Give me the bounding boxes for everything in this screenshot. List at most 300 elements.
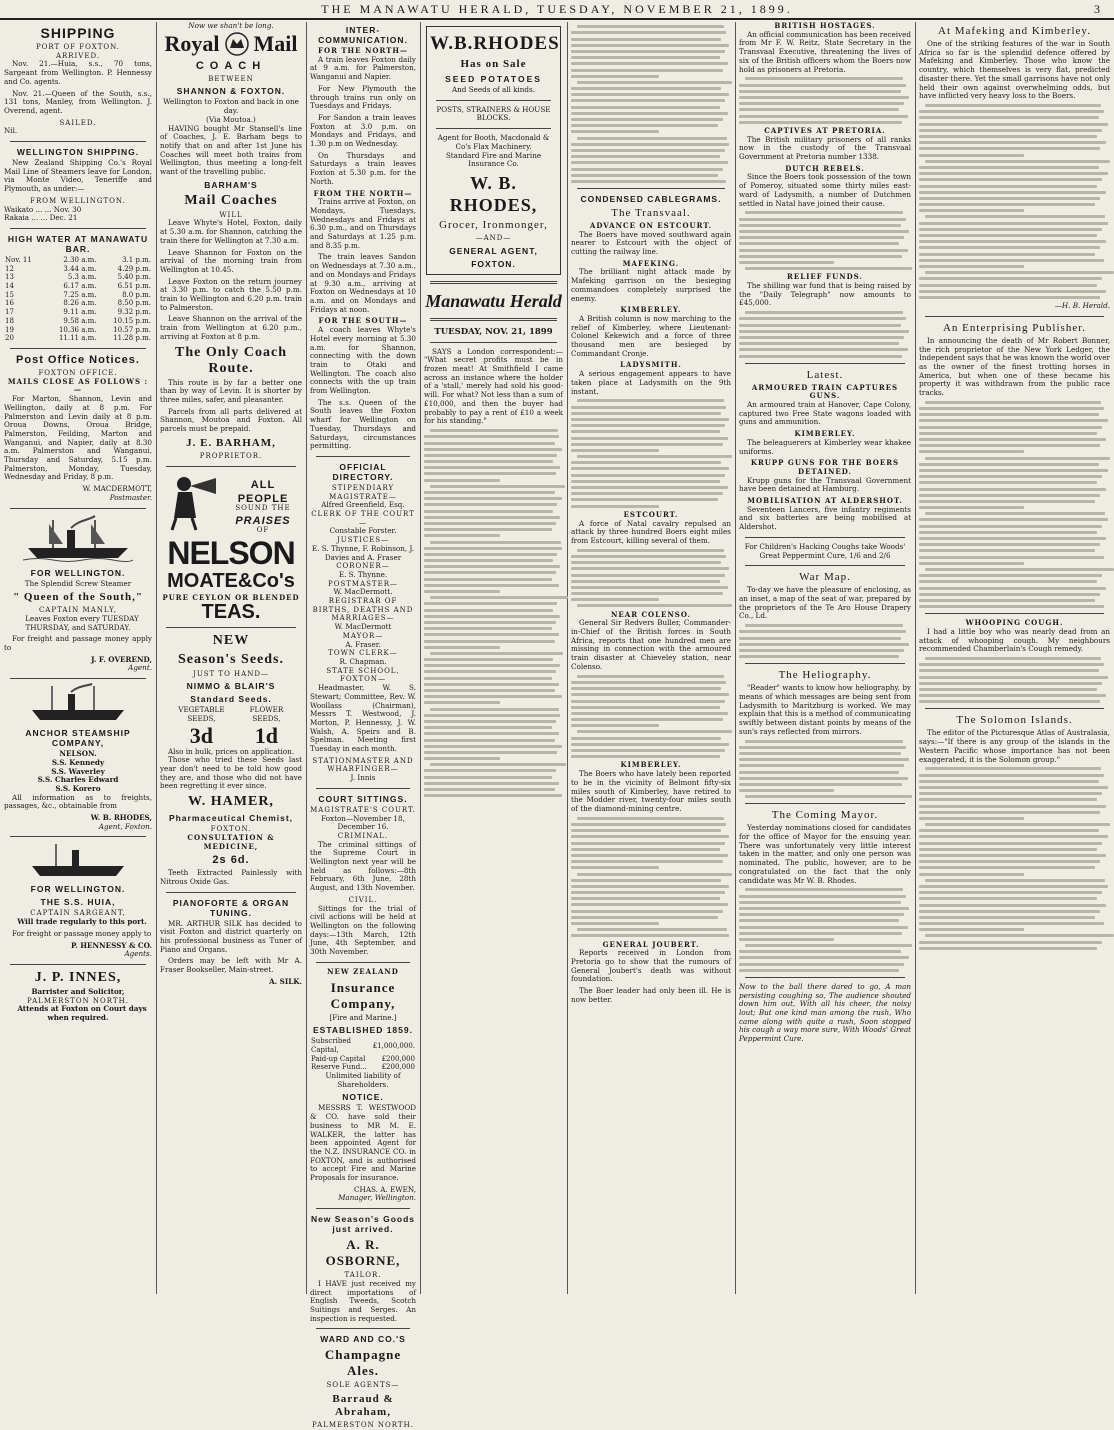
coach-schedule: Leave Whyte's Hotel, Foxton, daily at 5.30 a.m. for Shannon, catching the train there for Wellington at 7.30 a.m.: [160, 218, 302, 245]
text-line: [424, 503, 557, 506]
text-line: [571, 693, 729, 696]
column-rule: [567, 22, 568, 1294]
tide-cell: 6.51 p.m.: [117, 282, 151, 291]
train-text: For New Plymouth the through trains run only on Tuesdays and Fridays.: [310, 83, 416, 111]
text-line: [739, 655, 899, 658]
tide-cell: 19: [5, 325, 14, 334]
text-line: [739, 355, 902, 358]
text-line: [571, 155, 720, 158]
coach-via: (Via Moutoa.): [206, 114, 256, 124]
text-line: [919, 500, 1095, 503]
text-line: [424, 670, 556, 673]
column-features: [919, 22, 1110, 1294]
magistrate-court-label: MAGISTRATE'S COURT.: [310, 805, 416, 814]
rhodes-ad: [426, 26, 561, 275]
text-line: [745, 77, 903, 80]
text-line: [919, 854, 1106, 857]
text-line: [919, 253, 1095, 256]
cable-subhead: ADVANCE ON ESTCOURT.: [589, 220, 713, 230]
text-line: [919, 135, 1097, 138]
text-line: [739, 261, 834, 264]
divider: [10, 141, 146, 142]
peppermint-verse: Now to the ball there dared to go, A man persisting coughing so, The audience shouted down him out, With all his cheer, the noisy lout; But one kind man among the rush, Who came along with quite a rush, Soon stopped his cough a way more sure, With Woods' Great Peppermint Cure.: [739, 981, 911, 1044]
cable-subhead: NEAR COLENSO.: [611, 609, 691, 619]
text-line: [424, 658, 553, 661]
between-label: BETWEEN: [208, 74, 254, 83]
text-line: [571, 180, 726, 183]
text-line: [571, 743, 729, 746]
column-rhodes: [424, 22, 563, 1294]
cable-subhead: GENERAL JOUBERT.: [602, 939, 700, 949]
divider: [436, 100, 551, 101]
coach-word: COACH: [195, 59, 267, 72]
tide-cell: 4.29 p.m.: [117, 264, 151, 273]
port-label: PORT OF FOXTON.: [35, 43, 121, 51]
text-line: [919, 811, 1100, 814]
text-line: [925, 215, 1105, 218]
divider: [436, 128, 551, 129]
directory-label: STATE SCHOOL, FOXTON—: [326, 666, 400, 684]
text-line: [571, 749, 725, 752]
directory-value: A. Fraser.: [345, 639, 381, 649]
nelson-moate-ad: [160, 472, 302, 622]
text-line: [571, 885, 729, 888]
text-line: [571, 467, 729, 470]
nelson-word: NELSON: [167, 534, 295, 571]
divider: [316, 1328, 410, 1329]
ward-label: WARD AND CO.'S: [320, 1334, 406, 1345]
bulk-note: Also in bulk, prices on application.: [167, 746, 295, 756]
text-line: [739, 764, 904, 767]
column-rule: [915, 22, 916, 1294]
text-line: [919, 694, 1106, 697]
text-line: [739, 102, 904, 105]
text-line: [424, 745, 562, 748]
tide-table: [4, 256, 152, 343]
flower-label: FLOWER SEEDS,: [249, 705, 284, 723]
text-line: [919, 488, 1106, 491]
text-line: [739, 115, 908, 118]
cable-subhead: MOBILISATION AT ALDERSHOT.: [747, 496, 903, 506]
text-line: [430, 596, 568, 599]
text-line: [571, 922, 659, 925]
text-line: [571, 755, 720, 758]
text-line: [424, 776, 552, 779]
steamship-illustration: [28, 842, 128, 880]
text-line: [919, 265, 1024, 268]
text-line: [424, 646, 500, 649]
text-line: [919, 605, 1104, 608]
posts-label: POSTS, STRAINERS & HOUSE BLOCKS.: [436, 104, 551, 123]
text-line: [739, 249, 908, 252]
text-line: [571, 498, 718, 501]
text-line: [739, 746, 906, 749]
insurance-heading: Insurance Company,: [330, 979, 396, 1011]
text-line: [919, 891, 1102, 894]
text-line: [739, 969, 899, 972]
text-line: [919, 191, 1106, 194]
tide-cell: 11.28 p.m.: [113, 334, 151, 343]
anchor-ship: S.S. Kennedy: [51, 757, 105, 767]
steamship-illustration: [23, 514, 133, 564]
osborne-text: I HAVE just received my direct importations of English Tweeds, Scotch Suitings and Serges. An inspection is requested.: [310, 1278, 416, 1323]
text-line: [424, 516, 560, 519]
cable-text: The Boers have moved southward again nearer to Estcourt with the object of cutting the railway line.: [571, 229, 731, 256]
cable-text: A force of Natal cavalry repulsed an attack by three hundred Boers eight miles from Estcourt, killing several of them.: [571, 518, 731, 545]
text-line: [571, 505, 659, 508]
wellington-shipping-text: New Zealand Shipping Co.'s Royal Mail Line of Steamers leave for London, via Monte Video, Teneriffe and Plymouth, as under:—: [4, 158, 152, 194]
text-line: [577, 25, 724, 28]
text-line: [919, 234, 1097, 237]
cables-heading: CONDENSED CABLEGRAMS.: [580, 193, 722, 204]
postmaster-name: W. MACDERMOTT,: [82, 484, 152, 494]
text-line: [571, 835, 729, 838]
text-line: [424, 466, 560, 469]
text-line: [577, 81, 732, 84]
tide-cell: 5.3 a.m.: [67, 273, 97, 282]
agent-name: J. F. OVEREND,: [91, 654, 152, 664]
article-body: [739, 77, 911, 123]
insurance-type: [Fire and Marine.]: [329, 1012, 397, 1022]
innes-role: Barrister and Solicitor,: [31, 987, 125, 996]
text-line: [739, 121, 902, 124]
text-line: [739, 242, 899, 245]
tide-cell: 7.25 a.m.: [63, 290, 97, 299]
page-number: 3: [1094, 2, 1100, 16]
article-body: [571, 399, 731, 507]
text-line: [739, 96, 909, 99]
text-line: [919, 494, 1100, 497]
rhodes-name: W. B. RHODES,: [449, 172, 538, 215]
text-line: [571, 168, 723, 171]
text-line: [424, 794, 562, 797]
text-line: [739, 324, 901, 327]
text-line: [571, 910, 723, 913]
text-line: [424, 602, 557, 605]
divider: [316, 962, 410, 963]
text-line: [739, 236, 904, 239]
whooping-text: I had a little boy who was nearly dead from an attack of whooping cough. My neighbours recommended Chamberlain's Cough remedy.: [919, 626, 1110, 654]
huia-freight: For freight or passage money apply to: [12, 928, 152, 938]
text-line: [424, 714, 560, 717]
text-line: [571, 75, 659, 78]
cable-text: Krupp guns for the Transvaal Government have been detained at Hamburg.: [739, 475, 911, 494]
text-line: [739, 963, 904, 966]
coach-schedule: Leave Shannon on the arrival of the train from Wellington at 6.20 p.m., arriving at Foxton at 8 p.m.: [160, 314, 302, 341]
text-line: [571, 687, 721, 690]
text-line: [571, 474, 725, 477]
flower-seeds-price: [237, 706, 296, 747]
text-line: [571, 93, 729, 96]
text-line: [739, 90, 901, 93]
article-body: [919, 104, 1110, 299]
text-line: [739, 913, 904, 916]
divider: [745, 537, 905, 538]
text-line: [571, 829, 721, 832]
tide-row: [4, 308, 152, 317]
text-line: [571, 574, 725, 577]
tide-cell: 10.36 a.m.: [58, 325, 97, 334]
text-line: [571, 161, 728, 164]
capital-value: £200,000: [381, 1054, 415, 1063]
text-line: [919, 669, 1099, 672]
text-line: [739, 230, 909, 233]
divider: [166, 627, 296, 628]
train-text: On Thursdays and Saturdays a train leaves Foxton at 5.30 p.m. for the North.: [310, 150, 416, 186]
text-line: [430, 541, 561, 544]
text-line: [919, 463, 1099, 466]
general-agent-label: GENERAL AGENT,: [449, 245, 538, 256]
piano-heading: PIANOFORTE & ORGAN TUNING.: [172, 897, 290, 918]
train-text: A train leaves Foxton daily at 9 a.m. for Palmerston, Wanganui and Napier.: [310, 54, 416, 82]
text-line: [424, 522, 556, 525]
text-line: [571, 50, 725, 53]
column-rule: [306, 22, 307, 1294]
piano-text: MR. ARTHUR SILK has decided to visit Foxton and district quarterly on his professional business as Tuner of Piano and Organs.: [160, 918, 302, 954]
divider: [10, 836, 146, 837]
text-line: [571, 112, 728, 115]
vegetable-seeds-price: [166, 706, 237, 747]
text-line: [919, 663, 1104, 666]
text-line: [577, 730, 732, 733]
text-line: [424, 701, 500, 704]
divider: [316, 1208, 410, 1209]
text-line: [925, 104, 1101, 107]
text-line: [919, 284, 1097, 287]
text-line: [571, 706, 720, 709]
text-line: [571, 586, 728, 589]
text-line: [577, 455, 732, 458]
vegetable-label: VEGETABLE SEEDS,: [178, 705, 225, 723]
sailed-value: Nil.: [4, 126, 18, 136]
text-line: [919, 116, 1099, 119]
tide-cell: 10.15 p.m.: [113, 316, 151, 325]
post-office-text: For Marton, Shannon, Levin and Wellington, daily at 8 p.m. For Palmerston and Levin daily at 8 p.m. Oroua Downs, Oroua Bridge, Palmerston, Feilding, Marton and Wanganui, and Napier, daily at 8.30 a.m. Palmerston and Wanganui, Thursday and Saturday, 5.15 p.m. Palmerston, Monday, Tuesday, Wednesday and Friday, 8 p.m.: [4, 394, 152, 482]
paper-date: TUESDAY, NOV. 21, 1899: [434, 326, 553, 337]
cable-subhead: ARMOURED TRAIN CAPTURES GUNS.: [751, 382, 899, 401]
text-line: [571, 580, 720, 583]
divider: [925, 613, 1104, 614]
text-line: [925, 767, 1101, 770]
freight-note: For freight and passage money apply to: [4, 634, 152, 653]
route-text: This route is by far a better one than by way of Levin. It is shorter by three miles, safer, and pleasanter.: [160, 377, 302, 404]
transvaal-heading: The Transvaal.: [611, 206, 691, 219]
post-office-heading: Post Office Notices.: [16, 353, 140, 366]
proprietor-name: J. E. BARHAM,: [186, 436, 276, 449]
text-line: [739, 919, 899, 922]
train-text: A coach leaves Whyte's Hotel every morning at 5.30 a.m. for Shannon, connecting with the down train to Otaki and Wellington. The coach also connects with the up train from Wellington.: [310, 325, 416, 396]
coming-mayor-heading: The Coming Mayor.: [771, 809, 879, 822]
text-line: [919, 259, 1104, 262]
text-line: [424, 677, 552, 680]
royal-word: Royal: [164, 30, 220, 56]
innes-text: Attends at Foxton on Court days when required.: [17, 1004, 147, 1023]
text-line: [424, 609, 553, 612]
column-rule: [735, 22, 736, 1294]
coach-notice: HAVING bought Mr Stansell's line of Coaches, J. E. Barham begs to notify that on and after 1st June his Coaches will meet both trains from Wellington, thus meeting a long-felt want of the travelling public.: [160, 123, 302, 177]
train-text: Trains arrive at Foxton, on Mondays, Tuesdays, Wednesdays and Fridays at 6.30 p.m., and on Thursdays and Saturdays at 1.25 p.m. and 8.35 p.m.: [310, 197, 416, 250]
text-line: [919, 506, 1024, 509]
tide-cell: 6.17 a.m.: [63, 282, 97, 291]
article-body: [571, 25, 731, 183]
text-line: [919, 537, 1106, 540]
text-line: [430, 763, 566, 766]
cable-text: The Boers who have lately been reported to be in the vicinity of Belmont fifty-six miles south of Kimberley, have retired to the Modder river, twenty-four miles south of the diamond-mining centre.: [571, 769, 731, 813]
train-text: The train leaves Sandon on Wednesdays at 7.30 a.m., and on Mondays and Fridays at 9.30 a.m., arriving at Foxton on Wednesdays at 10 a.m. and on Mondays and Fridays at noon.: [310, 252, 416, 314]
cable-subhead: KIMBERLEY.: [620, 305, 682, 315]
text-line: [430, 429, 558, 432]
tide-cell: 12: [5, 264, 14, 273]
text-line: [739, 777, 908, 780]
steamship-illustration: [28, 684, 128, 724]
masthead-title: THE MANAWATU HERALD, TUESDAY, NOVEMBER 21, 1899.: [321, 2, 793, 16]
leader-text: SAYS a London correspondent:— "What secret profits must be in frozen meat! At Smithfield I came across an instance where the holder of a 'stall,' merely had sold his good-will. For what? Not less than a sum of £10,000, and then the buyer had probably to pay a rent of £10 a week for his standing.": [424, 346, 563, 426]
text-line: [571, 412, 721, 415]
text-line: [919, 290, 1106, 293]
from-wellington-label: FROM WELLINGTON.: [30, 196, 126, 205]
text-line: [739, 630, 906, 633]
text-line: [571, 56, 720, 59]
article-body: [571, 675, 731, 758]
cable-text: The shilling war fund that is being raised by the "Daily Telegraph" now amounts to £45,000.: [739, 281, 911, 308]
seeds-heading: Season's Seeds.: [177, 651, 285, 667]
cable-subhead: KIMBERLEY.: [620, 760, 682, 770]
tide-row: [4, 256, 152, 265]
text-line: [571, 842, 725, 845]
latest-heading: Latest.: [806, 368, 844, 381]
text-line: [571, 406, 726, 409]
insurance-text: Standard Fire and Marine Insurance Co.: [445, 150, 542, 169]
parcels-text: Parcels from all parts delivered at Shannon, Moutoa and Foxton. All parcels must be prepaid.: [160, 406, 302, 434]
text-line: [424, 615, 560, 618]
divider: [745, 363, 905, 364]
text-line: [424, 590, 500, 593]
seeds-text: Those who tried these Seeds last year don't need to be told how good they are, and those who did not have been regretting it ever since.: [160, 755, 302, 791]
directory-value: J. Innis: [350, 773, 376, 783]
text-line: [424, 448, 562, 451]
liability-note: Unlimited liability of Shareholders.: [325, 1071, 401, 1089]
tide-cell: 14: [5, 282, 14, 291]
divider: [925, 316, 1104, 317]
text-line: [739, 938, 834, 941]
text-line: [739, 932, 902, 935]
text-line: [919, 246, 1100, 249]
text-line: [424, 497, 562, 500]
text-line: [571, 118, 723, 121]
tide-cell: 8.26 a.m.: [63, 299, 97, 308]
text-line: [919, 531, 1097, 534]
text-line: [424, 479, 500, 482]
tide-cell: 2.30 a.m.: [63, 255, 97, 264]
text-line: [745, 888, 903, 891]
column-rule: [420, 22, 421, 1294]
people-word: PEOPLE: [237, 492, 289, 505]
text-line: [925, 160, 1110, 163]
manager-name: CHAS. A. EWEN,: [354, 1184, 416, 1194]
column-rule: [156, 22, 157, 1294]
text-line: [919, 444, 1100, 447]
tide-cell: 3.44 a.m.: [63, 264, 97, 273]
text-line: [919, 228, 1102, 231]
text-line: [739, 317, 906, 320]
woods-ad: For Children's Hacking Coughs take Woods' Great Peppermint Cure, 1/6 and 2/6: [744, 541, 906, 560]
text-line: [739, 348, 908, 351]
text-line: [571, 461, 721, 464]
text-line: [925, 271, 1114, 274]
text-line: [739, 956, 909, 959]
capital-value: £200,000: [381, 1063, 415, 1072]
mafeking-source: —H. B. Herald.: [1054, 301, 1110, 311]
huia-text: Will trade regularly to this port.: [17, 917, 147, 927]
text-line: [424, 578, 552, 581]
text-line: [424, 683, 559, 686]
seed-potatoes-label: SEED POTATOES: [445, 74, 542, 84]
coach-tagline: Now we shan't be long.: [188, 21, 274, 30]
text-line: [919, 475, 1102, 478]
text-line: [919, 817, 1024, 820]
steamer-sub: The Splendid Screw Steamer: [24, 578, 132, 588]
text-line: [424, 788, 555, 791]
from-north-label: FROM THE NORTH—: [313, 188, 413, 198]
text-line: [919, 916, 1095, 919]
text-line: [919, 682, 1102, 685]
text-line: [919, 941, 1102, 944]
anchor-ship: S.S. Korero: [55, 783, 101, 793]
tide-cell: 9.58 a.m.: [63, 316, 97, 325]
tide-cell: 3.1 p.m.: [122, 255, 151, 264]
chemist-place: FOXTON.: [210, 825, 252, 834]
text-line: [925, 657, 1101, 660]
text-line: [571, 891, 725, 894]
text-line: [571, 430, 720, 433]
mail-word: Mail: [253, 30, 298, 56]
hamer-name: W. HAMER,: [188, 794, 274, 810]
text-line: [919, 172, 1108, 175]
cable-text: An official communication has been received from Mr F. W. Reitz, State Secretary in the Transvaal Executive, threatening the lives of six of the British officers whom the Boers now hold as prisoners at Pretoria.: [739, 29, 911, 74]
column-shipping: [4, 22, 152, 1294]
text-line: [919, 928, 1024, 931]
text-line: [430, 708, 559, 711]
text-line: [919, 798, 1097, 801]
text-line: [739, 901, 901, 904]
teas-word: TEAS.: [201, 600, 261, 623]
text-line: [571, 492, 723, 495]
directory-label: STIPENDIARY MAGISTRATE—: [329, 483, 397, 501]
masthead: [0, 0, 1114, 20]
text-line: [424, 534, 500, 537]
cable-text: Reports received in London from Pretoria go to show that the rumours of General Joubert's death was without foundation.: [571, 948, 731, 984]
capital-label: Subscribed Capital,: [311, 1037, 351, 1054]
article-body: [739, 211, 911, 270]
for-north-label: FOR THE NORTH—: [318, 46, 408, 55]
text-line: [919, 922, 1104, 925]
divider: [745, 565, 905, 566]
text-line: [739, 84, 906, 87]
civil-text: Sittings for the trial of civil actions will be held at Wellington on the following days:—13th March, 12th June, 4th September, and 30th November.: [310, 903, 416, 957]
text-line: [919, 904, 1106, 907]
text-line: [571, 681, 726, 684]
tide-cell: 20: [5, 334, 14, 343]
text-line: [739, 783, 902, 786]
cable-text: A British column is now marching to the relief of Kimberley, where Lieutenant-Colonel Kekewich and a force of three thousand men are besieged by Commandant Cronje.: [571, 313, 731, 358]
agent-role: Agent.: [128, 663, 152, 673]
coach-route: SHANNON & FOXTON.: [176, 86, 286, 97]
text-line: [919, 897, 1097, 900]
text-line: [919, 419, 1108, 422]
court-sittings-heading: COURT SITTINGS.: [318, 793, 408, 804]
article-body: [424, 429, 563, 797]
whooping-heading: WHOOPING COUGH.: [965, 618, 1064, 628]
